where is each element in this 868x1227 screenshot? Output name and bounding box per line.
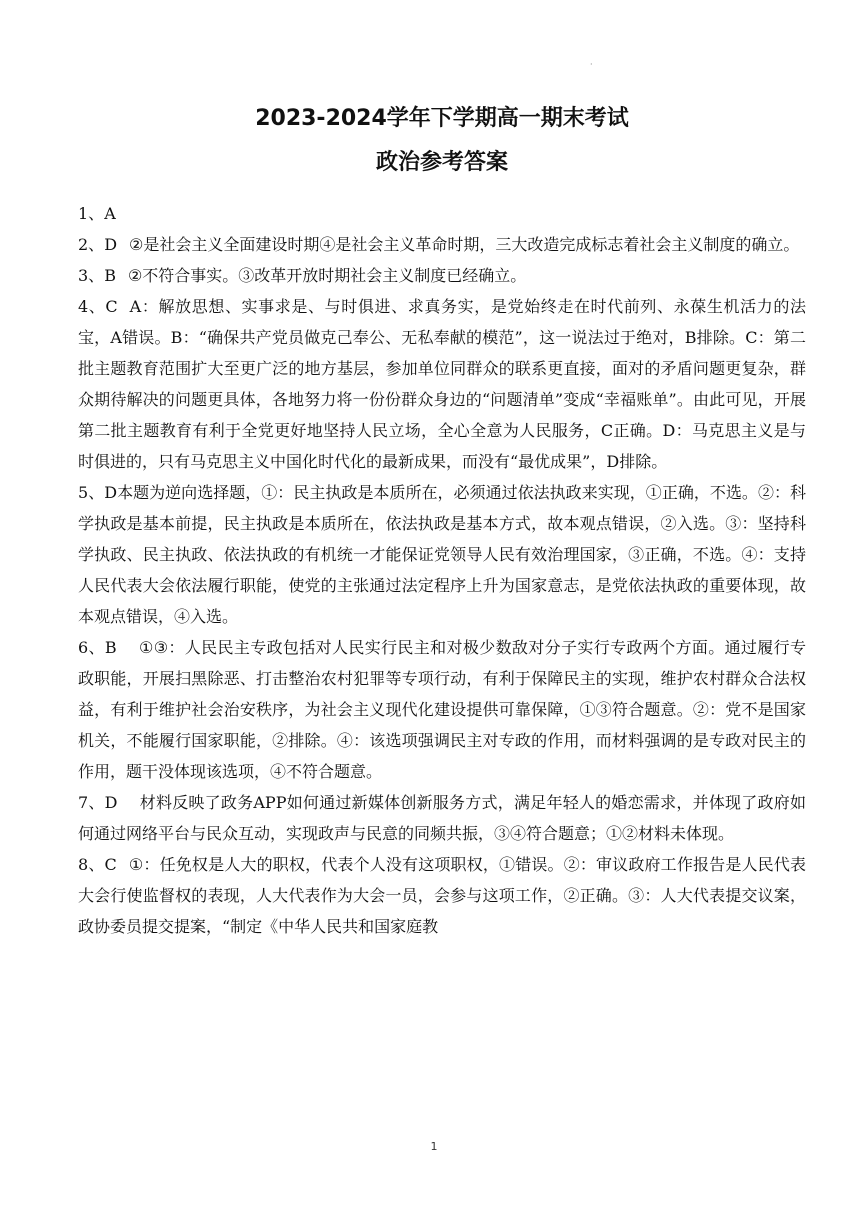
answer-key: B	[104, 266, 116, 285]
answer-list	[78, 198, 806, 942]
answer-number: 8、	[78, 855, 105, 874]
answer-item	[78, 787, 806, 849]
answer-key: D	[104, 483, 118, 502]
title-block	[78, 0, 806, 180]
answer-item	[78, 477, 806, 632]
answer-key: A	[104, 204, 116, 223]
answer-explanation: ②不符合事实。③改革开放时期社会主义制度已经确立。	[127, 266, 527, 285]
answer-explanation: 材料反映了政务APP如何通过新媒体创新服务方式，满足年轻人的婚恋需求，并体现了政府如何通过网络平台与民众互动，实现政声与民意的同频共振，③④符合题意；①②材料未体现。	[78, 793, 806, 843]
answer-key: C	[105, 297, 118, 316]
answer-explanation: ①③：人民民主专政包括对人民实行民主和对极少数敌对分子实行专政两个方面。通过履行专政职能，开展扫黑除恶、打击整治农村犯罪等专项行动，有利于保障民主的实现，维护农村群众合法权益，有利于维护社会治安秩序，为社会主义现代化建设提供可靠保障，①③符合题意。②：党不是国家机关，不能履行国家职能，②排除。④：该选项强调民主对专政的作用，而材料强调的是专政对民主的作用，题干没体现该选项，④不符合题意。	[78, 638, 806, 781]
corner-mark: ·	[590, 60, 593, 69]
page-number: 1	[430, 1140, 438, 1153]
answer-item	[78, 291, 806, 477]
answer-key: D	[104, 235, 118, 254]
answer-item	[78, 198, 806, 229]
answer-number: 5、	[78, 483, 105, 502]
answer-item	[78, 260, 806, 291]
answer-item	[78, 229, 806, 260]
answer-number: 7、	[78, 793, 105, 812]
answer-item	[78, 632, 806, 787]
exam-subtitle: 政治参考答案	[375, 150, 508, 175]
answer-explanation: 本题为逆向选择题，①：民主执政是本质所在，必须通过依法执政来实现，①正确，不选。②：科学执政是基本前提，民主执政是本质所在，依法执政是基本方式，故本观点错误，②入选。③：坚持科学执政、民主执政、依法执政的有机统一才能保证党领导人民有效治理国家，③正确，不选。④：支持人民代表大会依法履行职能，使党的主张通过法定程序上升为国家意志，是党依法执政的重要体现，故本观点错误，④入选。	[78, 483, 806, 626]
answer-number: 2、	[78, 235, 105, 254]
answer-number: 4、	[78, 297, 106, 316]
answer-key: C	[104, 855, 117, 874]
answer-number: 1、	[78, 204, 105, 223]
answer-number: 3、	[78, 266, 105, 285]
answer-key: B	[104, 638, 117, 657]
exam-title: 2023-2024学年下学期高一期末考试	[255, 106, 629, 131]
answer-explanation: A：解放思想、实事求是、与时俱进、求真务实，是党始终走在时代前列、永葆生机活力的法宝，A错误。B：“确保共产党员做克己奉公、无私奉献的模范”，这一说法过于绝对，B排除。C：第二批主题教育范围扩大至更广泛的地方基层，参加单位同群众的联系更直接，面对的矛盾问题更复杂，群众期待解决的问题更具体，各地努力将一份份群众身边的“问题清单”变成“幸福账单”。由此可见，开展第二批主题教育有利于全党更好地坚持人民立场，全心全意为人民服务，C正确。D：马克思主义是与时俱进的，只有马克思主义中国化时代化的最新成果，而没有“最优成果”，D排除。	[78, 297, 806, 471]
answer-explanation: ①：任免权是人大的职权，代表个人没有这项职权，①错误。②：审议政府工作报告是人民代表大会行使监督权的表现，人大代表作为大会一员，会参与这项工作，②正确。③：人大代表提交议案，政协委员提交提案，“制定《中华人民共和国家庭教	[78, 855, 806, 936]
answer-key: D	[104, 793, 118, 812]
answer-item	[78, 849, 806, 942]
answer-explanation: ②是社会主义全面建设时期④是社会主义革命时期，三大改造完成标志着社会主义制度的确立。	[129, 235, 800, 254]
answer-number: 6、	[78, 638, 105, 657]
